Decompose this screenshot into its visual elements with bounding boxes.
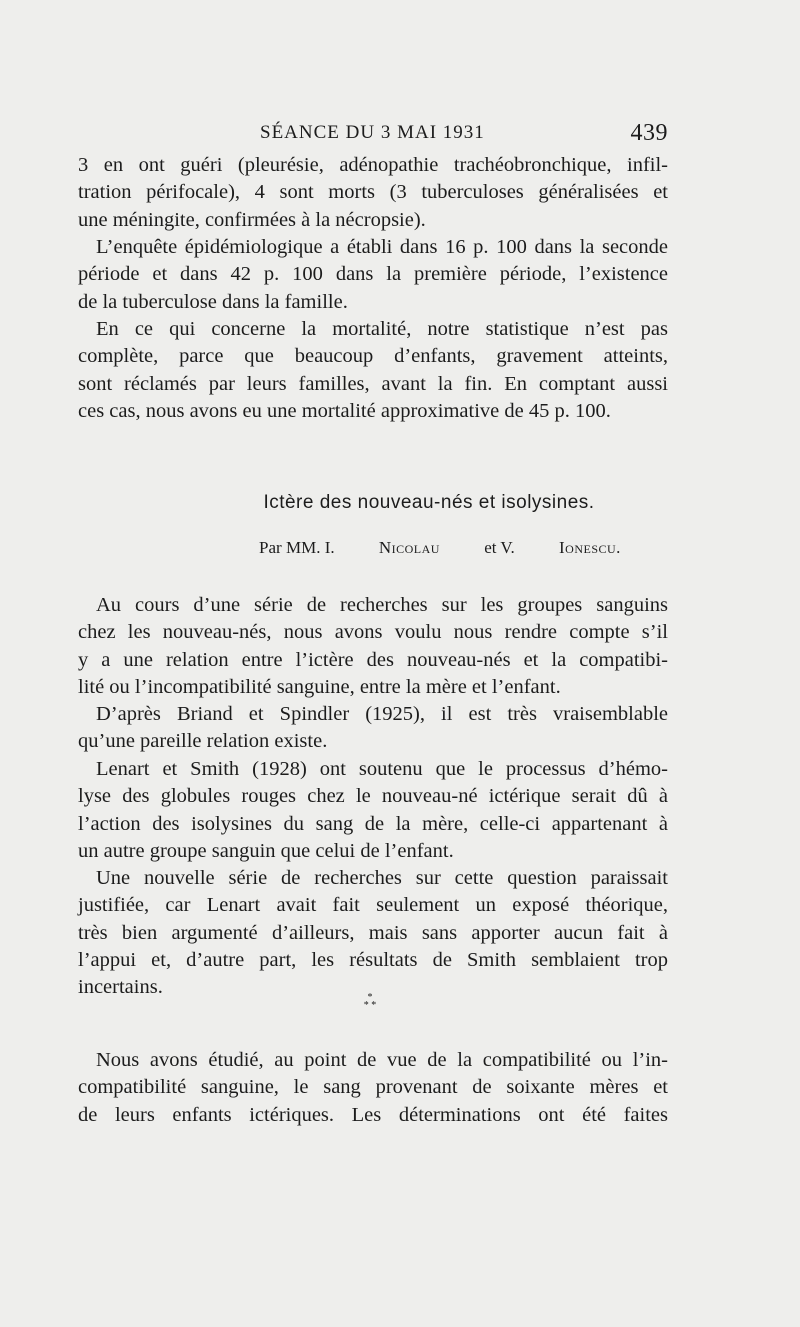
running-head xyxy=(78,120,668,150)
paragraph-2 xyxy=(78,234,668,316)
text-line: incertains. xyxy=(78,976,163,999)
article-title-text: Ictère des nouveau-nés et isolysines. xyxy=(263,492,595,513)
text-line: période et dans 42 p. 100 dans la première période, l’existence xyxy=(78,263,668,286)
text-line: D’après Briand et Spindler (1925), il est très vraisemblable xyxy=(96,703,668,725)
paragraph-7 xyxy=(78,865,668,1001)
paragraph-6 xyxy=(78,756,668,865)
text-line: compatibilité sanguine, le sang provenant de soixante mères et xyxy=(78,1076,668,1099)
text-line: de leurs enfants ictériques. Les déterminations ont été faites xyxy=(78,1103,668,1126)
text-line: y a une relation entre l’ictère des nouveau-nés et la compatibi- xyxy=(78,648,668,671)
text-line: un autre groupe sanguin que celui de l’enfant. xyxy=(78,839,454,862)
text-line: complète, parce que beaucoup d’enfants, gravement atteints, xyxy=(78,345,668,368)
text-line: Lenart et Smith (1928) ont soutenu que le processus d’hémo- xyxy=(96,758,668,780)
text-line: L’enquête épidémiologique a établi dans 16 p. 100 dans la seconde xyxy=(96,236,668,258)
text-line: justifiée, car Lenart avait fait seulement un exposé théorique, xyxy=(78,894,668,917)
paragraph-4 xyxy=(78,592,668,701)
paragraph-1 xyxy=(78,152,668,234)
paragraph-8 xyxy=(78,1047,668,1129)
text-line: 3 en ont guéri (pleurésie, adénopathie trachéobronchique, infil- xyxy=(78,154,668,176)
authors-prefix: Par MM. I. xyxy=(259,538,339,557)
text-line: ces cas, nous avons eu une mortalité approximative de 45 p. 100. xyxy=(78,399,611,422)
text-line: Au cours d’une série de recherches sur les groupes sanguins xyxy=(96,594,668,616)
text-line: lité ou l’incompatibilité sanguine, entre la mère et l’enfant. xyxy=(78,675,561,698)
text-line: l’action des isolysines du sang de la mère, celle-ci appartenant à xyxy=(78,812,668,835)
text-line: l’appui et, d’autre part, les résultats de Smith semblaient trop xyxy=(78,948,668,971)
text-line: Nous avons étudié, au point de vue de la compatibilité ou l’in- xyxy=(96,1049,668,1071)
author-name: Nicolau xyxy=(378,538,440,557)
asterism-bottom: * * xyxy=(363,1000,377,1011)
article-authors xyxy=(0,538,800,558)
text-line: de la tuberculose dans la famille. xyxy=(78,290,348,313)
paragraph-5 xyxy=(78,701,668,756)
text-line: En ce qui concerne la mortalité, notre statistique n’est pas xyxy=(96,318,668,340)
text-line: très bien argumenté d’ailleurs, mais sans apporter aucun fait à xyxy=(78,921,668,944)
article-title xyxy=(0,492,800,514)
text-line: Une nouvelle série de recherches sur cette question paraissait xyxy=(96,867,668,889)
running-head-title: SÉANCE DU 3 MAI 1931 xyxy=(260,122,485,143)
text-line: sont réclamés par leurs familles, avant la fin. En comptant aussi xyxy=(78,372,668,395)
author-name: Ionescu. xyxy=(559,538,621,557)
page-number: 439 xyxy=(630,120,668,146)
text-line: lyse des globules rouges chez le nouveau-né ictérique serait dû à xyxy=(78,785,668,808)
asterism-top: * xyxy=(367,992,373,1003)
text-line: qu’une pareille relation existe. xyxy=(78,730,328,753)
authors-conjunction: et V. xyxy=(479,538,520,557)
text-line: chez les nouveau-nés, nous avons voulu nous rendre compte s’il xyxy=(78,621,668,644)
section-separator xyxy=(350,994,390,1010)
text-line: une méningite, confirmées à la nécropsie). xyxy=(78,208,426,231)
paragraph-3 xyxy=(78,316,668,425)
text-line: tration périfocale), 4 sont morts (3 tuberculoses généralisées et xyxy=(78,181,668,204)
